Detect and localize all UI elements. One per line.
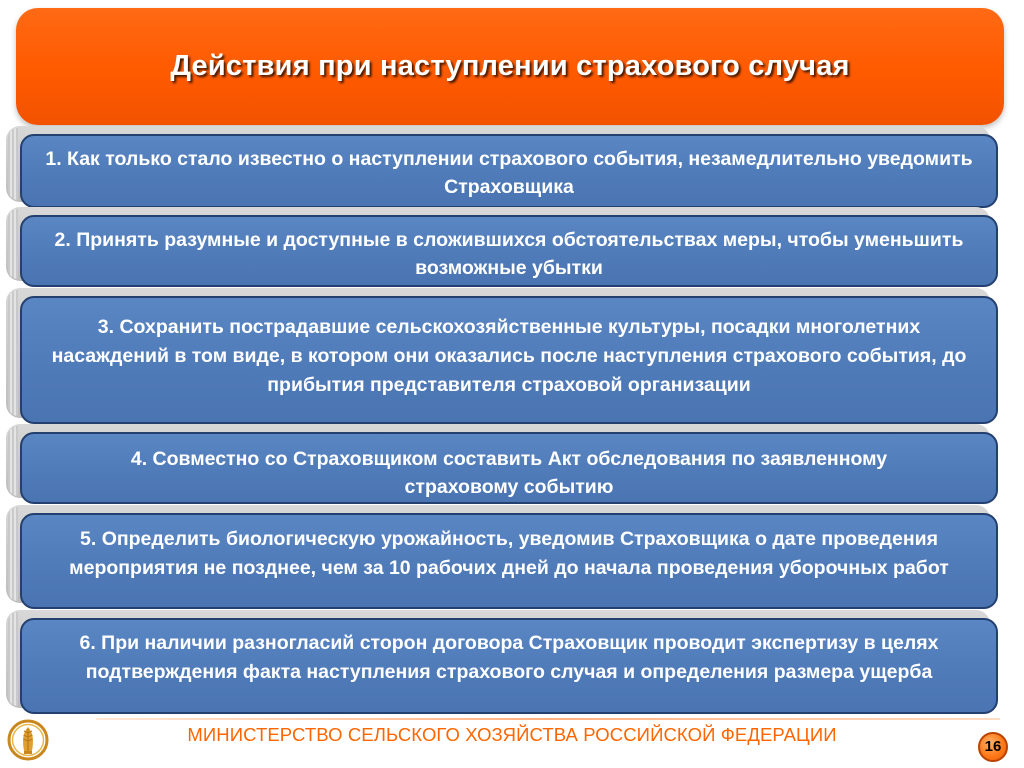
ministry-footer: МИНИСТЕРСТВО СЕЛЬСКОГО ХОЗЯЙСТВА РОССИЙСКОЙ ФЕДЕРАЦИИ <box>187 724 837 745</box>
action-item-5 <box>6 513 998 609</box>
action-item-box <box>20 296 998 424</box>
action-item-6 <box>6 618 998 714</box>
action-item-1 <box>6 134 998 208</box>
slide-title: Действия при наступлении страхового случая <box>170 50 850 82</box>
action-item-text: 2. Принять разумные и доступные в сложившихся обстоятельствах меры, чтобы уменьшить возможные убытки <box>54 229 964 279</box>
action-item-text: 1. Как только стало известно о наступлении страхового события, незамедлительно уведомить Страховщика <box>45 148 973 198</box>
action-item-box <box>20 432 998 504</box>
title-bar <box>16 8 1004 125</box>
ministry-emblem-icon <box>6 718 50 762</box>
action-item-text: 4. Совместно со Страховщиком составить Акт обследования по заявленному страховому событию <box>130 448 888 498</box>
footer-divider <box>96 718 1000 720</box>
action-item-box <box>20 134 998 208</box>
action-item-text: 5. Определить биологическую урожайность, уведомив Страховщика о дате проведения мероприятия не позднее, чем за 10 рабочих дней до начала проведения уборочных работ <box>69 528 949 579</box>
page-number-badge: 16 <box>978 732 1008 762</box>
action-item-4 <box>6 432 998 504</box>
action-item-text: 3. Сохранить пострадавшие сельскохозяйственные культуры, посадки многолетних насаждений в том виде, в котором они оказались после наступления страхового события, до прибытия представителя страховой организации <box>51 316 967 396</box>
action-item-box <box>20 513 998 609</box>
action-item-box <box>20 215 998 287</box>
action-item-2 <box>6 215 998 287</box>
action-item-box <box>20 618 998 714</box>
action-item-3 <box>6 296 998 424</box>
action-item-text: 6. При наличии разногласий сторон договора Страховщик проводит экспертизу в целях подтверждения факта наступления страхового случая и определения размера ущерба <box>79 632 939 683</box>
